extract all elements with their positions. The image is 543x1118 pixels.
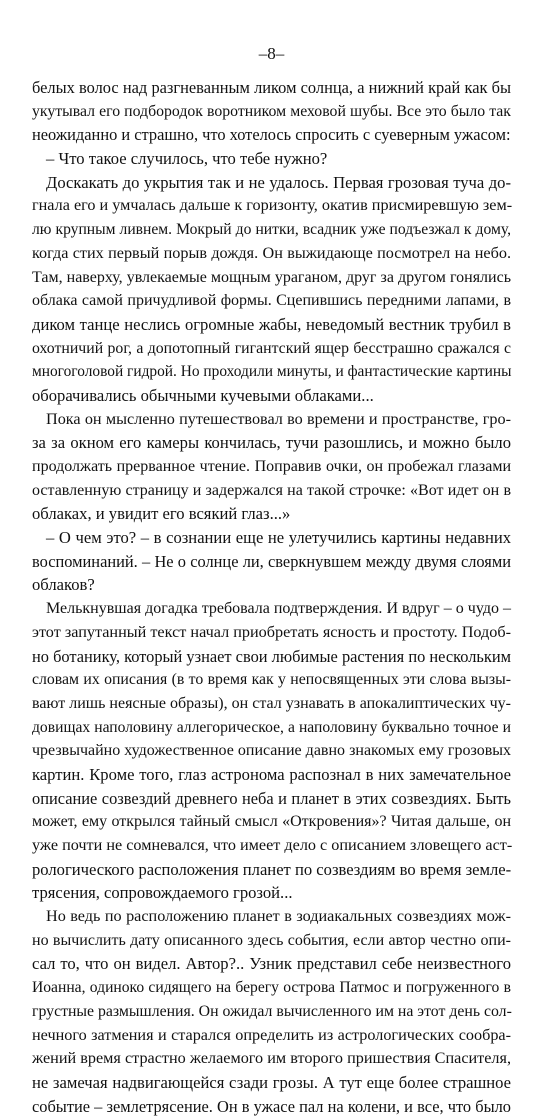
text-line: чрезвычайно художественное описание давно знакомых ему грозовых [32, 742, 511, 760]
text-line: оставленную страницу и задержался на такой строчке: «Вот идет он в [32, 481, 511, 499]
text-line: грустные размышления. Он ожидал вычисленного им на этот день сол- [32, 1002, 512, 1020]
text-line: белых волос над разгневанным ликом солнца, а нижний край как бы [32, 78, 511, 97]
text-line: словам их описания (в то время как у непосвященных эти слова вызы- [32, 671, 511, 689]
text-line: за за окном его камеры кончилась, тучи разошлись, и можно было [32, 433, 511, 453]
text-line: облака самой причудливой формы. Сцепившись передними лапами, в [32, 292, 511, 310]
text-line: нечного затмения и старался определить из астрологических сообра- [32, 1025, 511, 1044]
text-line: укутывал его подбородок воротником меховой шубы. Все это было так [32, 102, 511, 120]
text-line: этот запутанный текст начал приобретать ясность и простоту. Подоб- [32, 622, 511, 641]
text-line: облаков? [32, 575, 95, 595]
text-line: неожиданно и страшно, что хотелось спросить с суеверным ужасом: [32, 125, 511, 145]
text-line: не замечая надвигающейся сзади грозы. А тут еще более страшное [32, 1072, 511, 1092]
text-line: но ботанику, который узнает свои любимые растения по нескольким [32, 646, 511, 666]
text-line: Пока он мысленно путешествовал во времени и пространстве, гро- [46, 409, 511, 428]
text-line: вают лишь неясные образы), он стал узнавать в апокалиптических чу- [32, 694, 511, 712]
text-line: Но ведь по расположению планет в зодиакальных созвездиях мож- [46, 907, 511, 926]
text-line: лю крупным ливнем. Мокрый до нитки, всадник уже подъезжал к дому, [32, 221, 511, 239]
text-line: описание созвездий древнего неба и планет в этих созвездиях. Быть [32, 788, 511, 808]
text-line: довищах наполовину аллегорическое, а наполовину буквально точное и [32, 718, 511, 736]
text-line: многоголовой гидрой. Но проходили минуты, и фантастические картины [32, 363, 512, 381]
text-line: оборачивались обычными кучевыми облаками... [32, 385, 374, 405]
text-line: трясения, сопровождаемого грозой... [32, 883, 293, 903]
text-line: может, ему открылся тайный смысл «Откровения»? Читая дальше, он [32, 813, 511, 831]
text-line: диком танце неслись огромные жабы, неведомый вестник трубил в [32, 314, 511, 334]
text-line: охотничий рог, а допотопный гигантский ящер бесстрашно сражался с [32, 339, 511, 357]
text-line: рологического расположения планет по созвездиям во время земле- [32, 859, 512, 879]
text-line: воспоминаний. – Не о солнце ли, сверкнувшем между двумя слоями [32, 551, 511, 571]
text-line: событие – землетрясение. Он в ужасе пал на колени, и все, что было [32, 1096, 511, 1116]
text-line: но вычислить дату описанного здесь события, если автор честно опи- [32, 931, 511, 949]
text-line: – О чем это? – в сознании еще не улетучились картины недавних [46, 528, 511, 548]
text-line: Доскакать до укрытия так и не удалось. Первая грозовая туча до- [46, 172, 511, 192]
text-line: уже почти не сомневался, что имеет дело с описанием зловещего аст- [32, 836, 513, 854]
text-line: Иоанна, одиноко сидящего на берегу острова Патмос и погруженного в [32, 979, 511, 997]
text-line: когда стих первый порыв дождя. Он выжидающе посмотрел на небо. [32, 243, 511, 262]
text-line: – Что такое случилось, что тебе нужно? [46, 149, 328, 169]
text-line: жений время страстно желаемого им второго пришествия Спасителя, [32, 1049, 511, 1068]
text-line: Там, наверху, увлекаемые мощным ураганом, друг за другом гонялись [32, 268, 511, 286]
text-line: гнала его и умчалась дальше к горизонту, окатив присмиревшую зем- [32, 196, 513, 215]
text-line: Мелькнувшая догадка требовала подтверждения. И вдруг – о чудо – [46, 600, 511, 618]
page-number: –8– [258, 44, 285, 63]
text-line: облаках, и увидит его всякий глаз...» [32, 504, 291, 524]
text-line: сал то, что он видел. Автор?.. Узник представил себе неизвестного [32, 954, 511, 974]
text-line: картин. Кроме того, глаз астронома распознал в них замечательное [32, 764, 511, 784]
text-line: продолжать прерванное чтение. Поправив очки, он пробежал глазами [32, 458, 511, 475]
body-text [32, 76, 511, 1118]
